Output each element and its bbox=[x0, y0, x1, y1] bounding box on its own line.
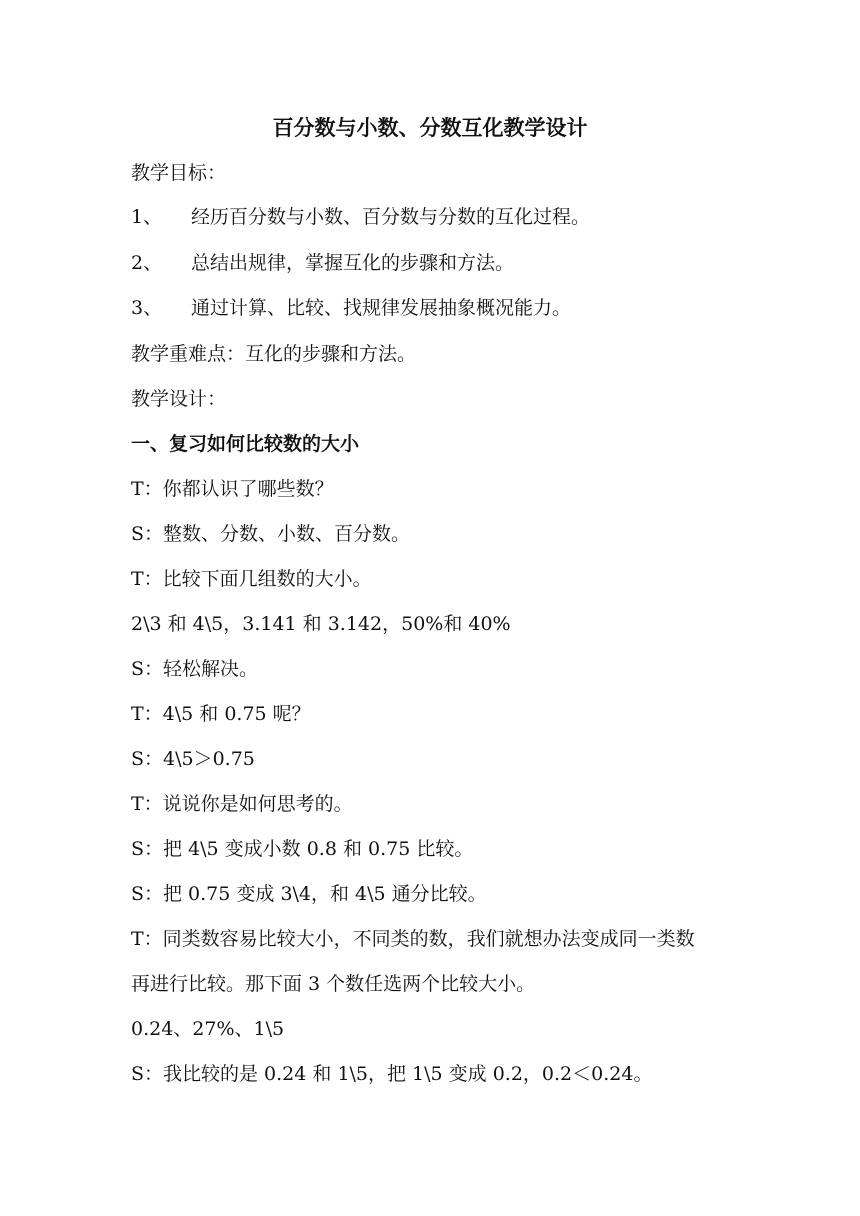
objective-text: 经历百分数与小数、百分数与分数的互化过程。 bbox=[191, 206, 591, 228]
dialogue-line: T：同类数容易比较大小，不同类的数，我们就想办法变成同一类数 bbox=[131, 928, 695, 950]
dialogue-line: S：4\5＞0.75 bbox=[131, 748, 255, 770]
dialogue-line: T：4\5 和 0.75 呢？ bbox=[131, 703, 311, 725]
objective-item bbox=[131, 248, 760, 278]
key-points: 教学重难点：互化的步骤和方法。 bbox=[131, 343, 417, 365]
dialogue-line: T：你都认识了哪些数？ bbox=[131, 478, 334, 500]
dialogue-line: S：我比较的是 0.24 和 1\5，把 1\5 变成 0.2，0.2＜0.24。 bbox=[131, 1063, 653, 1085]
dialogue-line: 再进行比较。那下面 3 个数任选两个比较大小。 bbox=[131, 973, 536, 995]
dialogue-line: 0.24、27%、1\5 bbox=[131, 1018, 285, 1040]
objective-item bbox=[131, 293, 760, 323]
dialogue-line: 2\3 和 4\5，3.141 和 3.142，50%和 40% bbox=[131, 613, 511, 635]
objectives-heading: 教学目标： bbox=[131, 162, 227, 184]
objective-text: 总结出规律，掌握互化的步骤和方法。 bbox=[191, 252, 515, 274]
objective-item bbox=[131, 202, 760, 232]
dialogue-line: T：比较下面几组数的大小。 bbox=[131, 568, 372, 590]
objective-number: 2、 bbox=[131, 252, 163, 274]
design-heading: 教学设计： bbox=[131, 388, 227, 410]
dialogue-line: S：整数、分数、小数、百分数。 bbox=[131, 523, 411, 545]
document-title: 百分数与小数、分数互化教学设计 bbox=[272, 115, 588, 140]
objective-text: 通过计算、比较、找规律发展抽象概况能力。 bbox=[191, 297, 572, 319]
objective-number: 3、 bbox=[131, 297, 163, 319]
section-heading: 一、复习如何比较数的大小 bbox=[131, 433, 360, 455]
objective-number: 1、 bbox=[131, 206, 163, 228]
dialogue-line: S：轻松解决。 bbox=[131, 658, 259, 680]
dialogue-line: T：说说你是如何思考的。 bbox=[131, 793, 353, 815]
dialogue-line: S：把 0.75 变成 3\4，和 4\5 通分比较。 bbox=[131, 883, 487, 905]
dialogue-line: S：把 4\5 变成小数 0.8 和 0.75 比较。 bbox=[131, 838, 474, 860]
